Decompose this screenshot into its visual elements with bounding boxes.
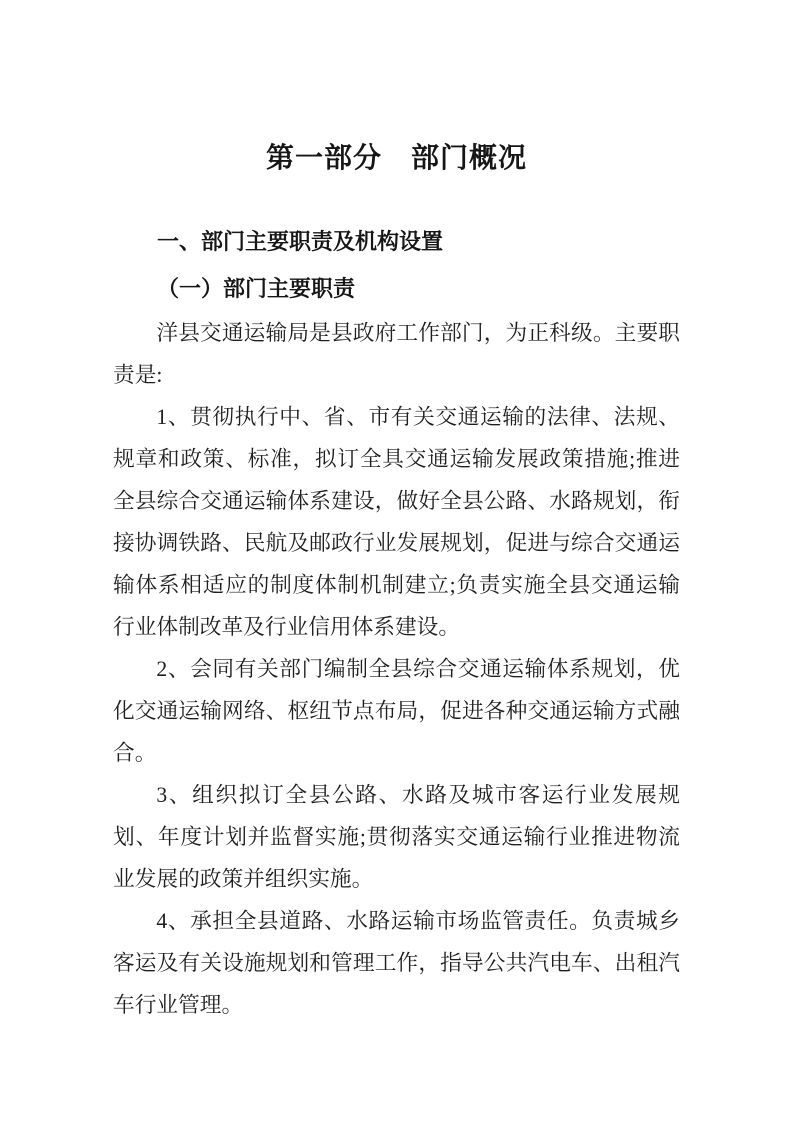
section-heading: 一、部门主要职责及机构设置 [157,229,444,254]
paragraph-intro: 洋县交通运输局是县政府工作部门，为正科级。主要职责是: [113,321,680,387]
paragraph-duty-2: 2、会同有关部门编制全县综合交通运输体系规划，优化交通运输网络、枢纽节点布局，促进各种交通运输方式融合。 [113,657,680,765]
paragraph-duty-1: 1、贯彻执行中、省、市有关交通运输的法律、法规、规章和政策、标准，拟订全具交通运输发展政策措施;推进全县综合交通运输体系建设，做好全县公路、水路规划，衔接协调铁路、民航及邮政行业发展规划，促进与综合交通运输体系相适应的制度体制机制建立;负责实施全县交通运输行业体制改革及行业信用体系建设。 [113,405,680,639]
document-title: 第一部分 部门概况 [265,142,527,173]
paragraph-duty-4: 4、承担全县道路、水路运输市场监管责任。负责城乡客运及有关设施规划和管理工作，指导公共汽电车、出租汽车行业管理。 [113,909,680,1017]
subsection-heading: （一）部门主要职责 [157,276,356,301]
paragraph-duty-3: 3、组织拟订全县公路、水路及城市客运行业发展规划、年度计划并监督实施;贯彻落实交通运输行业推进物流业发展的政策并组织实施。 [113,783,680,891]
document-body [113,312,680,1026]
